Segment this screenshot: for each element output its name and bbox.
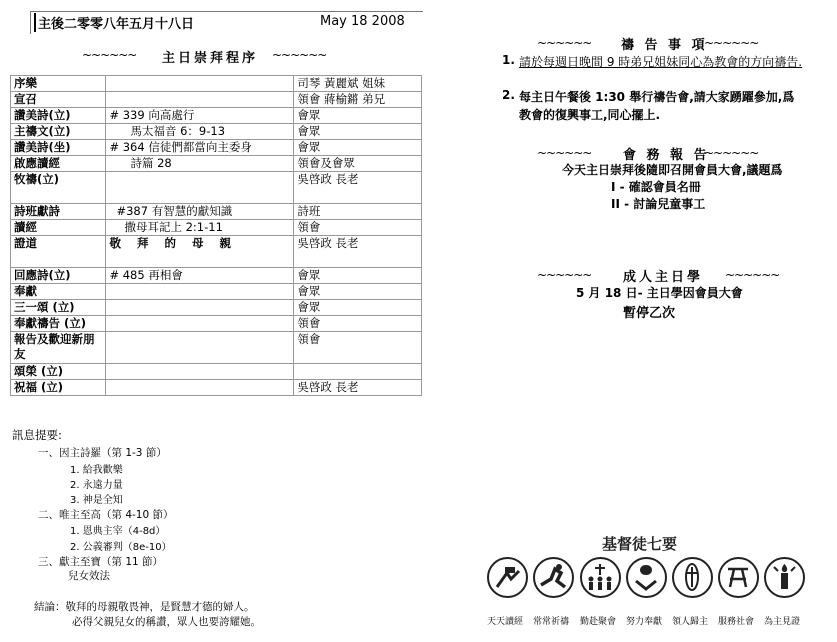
church-deco-left: ~~~~~~ [537, 146, 592, 160]
program-deco-left: ~~~~~~ [82, 48, 137, 62]
program-content: # 485 再相會 [106, 268, 294, 284]
program-content [106, 284, 294, 300]
serving-society-icon [718, 557, 759, 598]
table-row [11, 220, 422, 236]
program-item: 序樂 [11, 76, 106, 92]
table-row [11, 364, 422, 380]
table-row [11, 140, 422, 156]
church-title: 會 務 報 告 [623, 148, 710, 163]
adult-title: 成人主日學 [623, 270, 704, 285]
program-content [106, 76, 294, 92]
table-row [11, 236, 422, 268]
witness-icon [764, 557, 805, 598]
program-person: 司琴 黃麗斌 姐妹 [294, 76, 422, 92]
program-person: 領會 [294, 332, 422, 364]
outline-conclusion-2: 必得父親兒女的稱讚，眾人也要誇耀她。 [72, 616, 261, 628]
seven-caption: 服務社會 [718, 617, 755, 627]
program-item: 祝福 (立) [11, 380, 106, 396]
program-item: 讚美詩(坐) [11, 140, 106, 156]
program-person: 會眾 [294, 108, 422, 124]
program-table [10, 75, 422, 396]
program-deco-right: ~~~~~~ [272, 48, 327, 62]
adult-line-2: 暫停乙次 [623, 306, 676, 321]
program-item: 頌榮 (立) [11, 364, 106, 380]
outline-subpoint: 3. 神是全知 [70, 495, 123, 506]
header-title: 主後二零零八年五月十八日 [38, 17, 195, 32]
outline-subpoint: 2. 公義審判（8e-10） [70, 542, 172, 553]
adult-deco-left: ~~~~~~ [537, 268, 592, 282]
outline-point-2: 二、唯主至高（第 4-10 節） [38, 509, 174, 521]
sermon-title: 敬 拜 的 母 親 [106, 236, 294, 268]
table-row [11, 300, 422, 316]
header-date: May 18 2008 [320, 14, 405, 29]
program-content [106, 364, 294, 380]
table-row [11, 172, 422, 204]
program-person: 會眾 [294, 268, 422, 284]
program-item: 主禱文(立) [11, 124, 106, 140]
header-marker [34, 13, 36, 32]
prayer-title: 禱 告 事 項 [621, 38, 708, 53]
praying-icon [533, 557, 574, 598]
program-item: 證道 [11, 236, 106, 268]
program-content [106, 332, 294, 364]
program-item: 宣召 [11, 92, 106, 108]
outline-subpoint: 2. 永遠力量 [70, 480, 123, 491]
outline-subpoint: 1. 給我歡樂 [70, 465, 123, 476]
church-deco-right: ~~~~~~ [704, 146, 759, 160]
table-row [11, 92, 422, 108]
table-row [11, 156, 422, 172]
program-content: 詩篇 28 [106, 156, 294, 172]
program-item: 報告及歡迎新朋友 [11, 332, 106, 364]
evangelism-icon [672, 557, 713, 598]
program-person: 詩班 [294, 204, 422, 220]
program-content: # 364 信徒們都當向主委身 [106, 140, 294, 156]
table-row [11, 268, 422, 284]
program-item: 三一頌 (立) [11, 300, 106, 316]
program-content [106, 172, 294, 204]
program-title: 主日崇拜程序 [162, 51, 259, 66]
program-person: 領會 [294, 316, 422, 332]
prayer-deco-right: ~~~~~~ [704, 36, 759, 50]
seven-title: 基督徒七要 [602, 535, 678, 553]
prayer-deco-left: ~~~~~~ [537, 36, 592, 50]
program-person: 領會及會眾 [294, 156, 422, 172]
prayer-2-text-1: 每主日午餐後 1:30 舉行禱告會,請大家踴躍參加,爲 [519, 90, 795, 104]
prayer-2-number: 2. [502, 88, 515, 102]
program-person: 會眾 [294, 284, 422, 300]
table-row [11, 76, 422, 92]
program-item: 牧禱(立) [11, 172, 106, 204]
church-attendance-icon [580, 557, 621, 598]
program-person: 吳啓政 長老 [294, 380, 422, 396]
church-line-1: 今天主日崇拜後隨即召開會員大會,議題爲 [562, 163, 783, 177]
adult-line-1: 5 月 18 日- 主日學因會員大會 [576, 286, 743, 300]
table-row [11, 316, 422, 332]
seven-caption: 天天讀經 [487, 617, 524, 627]
program-content [106, 316, 294, 332]
program-content [106, 380, 294, 396]
program-item: 奉獻禱告 (立) [11, 316, 106, 332]
program-person: 會眾 [294, 140, 422, 156]
program-item: 啟應讀經 [11, 156, 106, 172]
table-row [11, 284, 422, 300]
prayer-1-number: 1. [502, 53, 515, 67]
table-row [11, 124, 422, 140]
program-item: 回應詩(立) [11, 268, 106, 284]
program-content: #387 有智慧的獻知識 [106, 204, 294, 220]
seven-caption: 為主見證 [764, 617, 801, 627]
outline-subpoint: 1. 恩典主宰（4-8d） [70, 526, 166, 537]
bible-reading-icon [487, 557, 528, 598]
outline-point-3-sub: 兒女效法 [68, 570, 110, 582]
prayer-1-text: 請於每週日晚間 9 時弟兄姐妹同心為教會的方向禱告. [519, 55, 803, 69]
program-content: # 339 向高處行 [106, 108, 294, 124]
seven-caption: 常常祈禱 [533, 617, 570, 627]
outline-heading: 訊息提要: [12, 428, 62, 442]
program-content [106, 300, 294, 316]
program-person: 會眾 [294, 300, 422, 316]
outline-point-3: 三、獻主至寶（第 11 節） [38, 556, 164, 568]
program-item: 奉獻 [11, 284, 106, 300]
program-content: 撒母耳記上 2:1-11 [106, 220, 294, 236]
outline-conclusion-1: 結論：敬拜的母親敬畏神，是賢慧才德的婦人。 [34, 601, 255, 613]
outline-point-1: 一、因主詩羅（第 1-3 節） [38, 447, 167, 459]
program-person: 領會 蔣榆鏘 弟兄 [294, 92, 422, 108]
program-item: 詩班獻詩 [11, 204, 106, 220]
church-line-2: I - 確認會員名冊 [611, 180, 701, 194]
seven-caption: 努力奉獻 [626, 617, 663, 627]
prayer-2-text-2: 教會的復興事工,同心擺上. [519, 108, 661, 122]
table-row [11, 380, 422, 396]
seven-caption: 勤赴聚會 [580, 617, 617, 627]
program-person: 領會 [294, 220, 422, 236]
program-content: 馬太福音 6：9-13 [106, 124, 294, 140]
program-person: 吳啓政 長老 [294, 172, 422, 204]
table-row [11, 332, 422, 364]
program-item: 讀經 [11, 220, 106, 236]
program-person: 吳啓政 長老 [294, 236, 422, 268]
seven-caption: 領人歸主 [672, 617, 709, 627]
table-row [11, 108, 422, 124]
adult-deco-right: ~~~~~~ [725, 268, 780, 282]
program-content [106, 92, 294, 108]
offering-icon [626, 557, 667, 598]
program-person: 會眾 [294, 124, 422, 140]
program-person [294, 364, 422, 380]
table-row [11, 204, 422, 220]
program-item: 讚美詩(立) [11, 108, 106, 124]
church-line-3: II - 討論兒童事工 [611, 197, 706, 211]
